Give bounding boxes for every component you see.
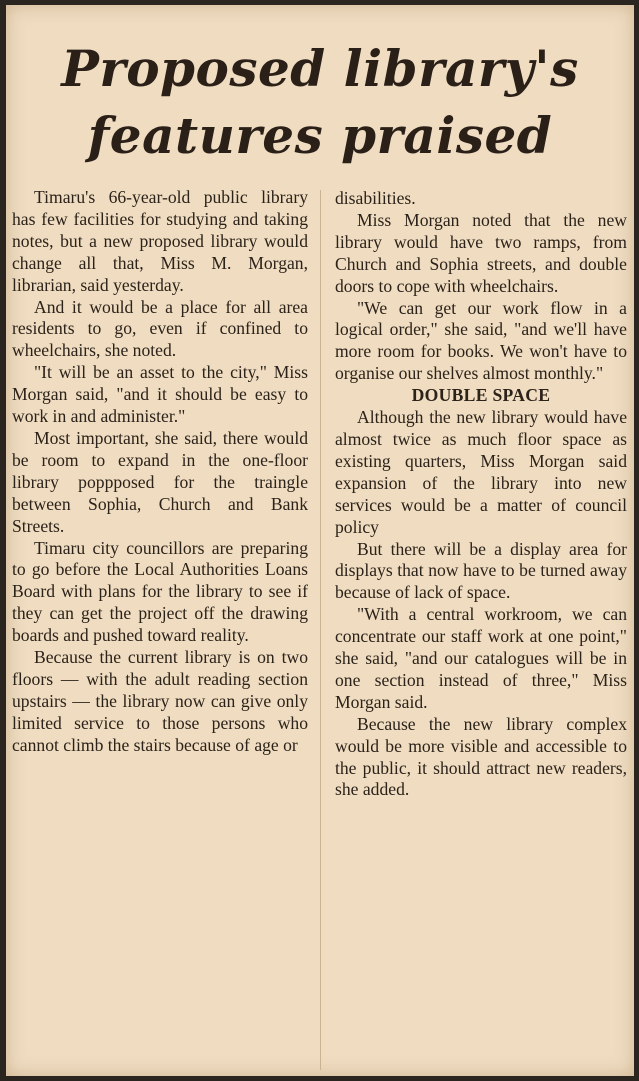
paragraph: Most important, she said, there would be room to expand in the one-floor library poppposed for the traingle between Sophia, Church and Bank Streets. (12, 427, 308, 536)
paragraph: But there will be a display area for displays that now have to be turned away because of lack of space. (335, 538, 627, 603)
paragraph: Because the new library complex would be more visible and accessible to the public, it should attract new readers, she added. (335, 713, 627, 800)
newspaper-clipping (6, 5, 634, 1076)
paragraph: "With a central workroom, we can concentrate our staff work at one point," she said, "and our catalogues will be in one section instead of three," Miss Morgan said. (335, 604, 627, 712)
paragraph-continuation: disabilities. (335, 188, 416, 208)
headline-line-1: Proposed library's (61, 39, 579, 98)
paragraph: Timaru's 66-year-old public library has few facilities for studying and taking notes, but a new proposed library would change all that, Miss M. Morgan, librarian, said yesterday. (12, 187, 308, 295)
paragraph: Timaru city councillors are preparing to go before the Local Authorities Loans Board with plans for the library to see if they can get the project off the drawing boards and pushed toward reality. (12, 537, 308, 646)
headline (6, 35, 634, 169)
paragraph: "We can get our work flow in a logical order," she said, "and we'll have more room for books. We won't have to organise our shelves almost monthly." (335, 297, 627, 384)
article-column-right (335, 188, 627, 801)
headline-line-2: features praised (87, 106, 553, 165)
column-divider (320, 190, 321, 1070)
subheading: DOUBLE SPACE (411, 385, 551, 406)
paragraph: Because the current library is on two floors — with the adult reading section upstairs — the library now can give only limited service to those persons who cannot climb the stairs because of age or (12, 647, 308, 755)
paragraph: Miss Morgan noted that the new library would have two ramps, from Church and Sophia streets, and double doors to cope with wheelchairs. (335, 209, 627, 296)
article-column-left (12, 187, 308, 757)
paragraph: And it would be a place for all area residents to go, even if confined to wheelchairs, she noted. (12, 296, 308, 361)
paragraph: "It will be an asset to the city," Miss Morgan said, "and it should be easy to work in and administer." (12, 362, 308, 427)
paragraph: Although the new library would have almost twice as much floor space as existing quarters, Miss Morgan said expansion of the library into new services would be a matter of council policy (335, 407, 627, 537)
